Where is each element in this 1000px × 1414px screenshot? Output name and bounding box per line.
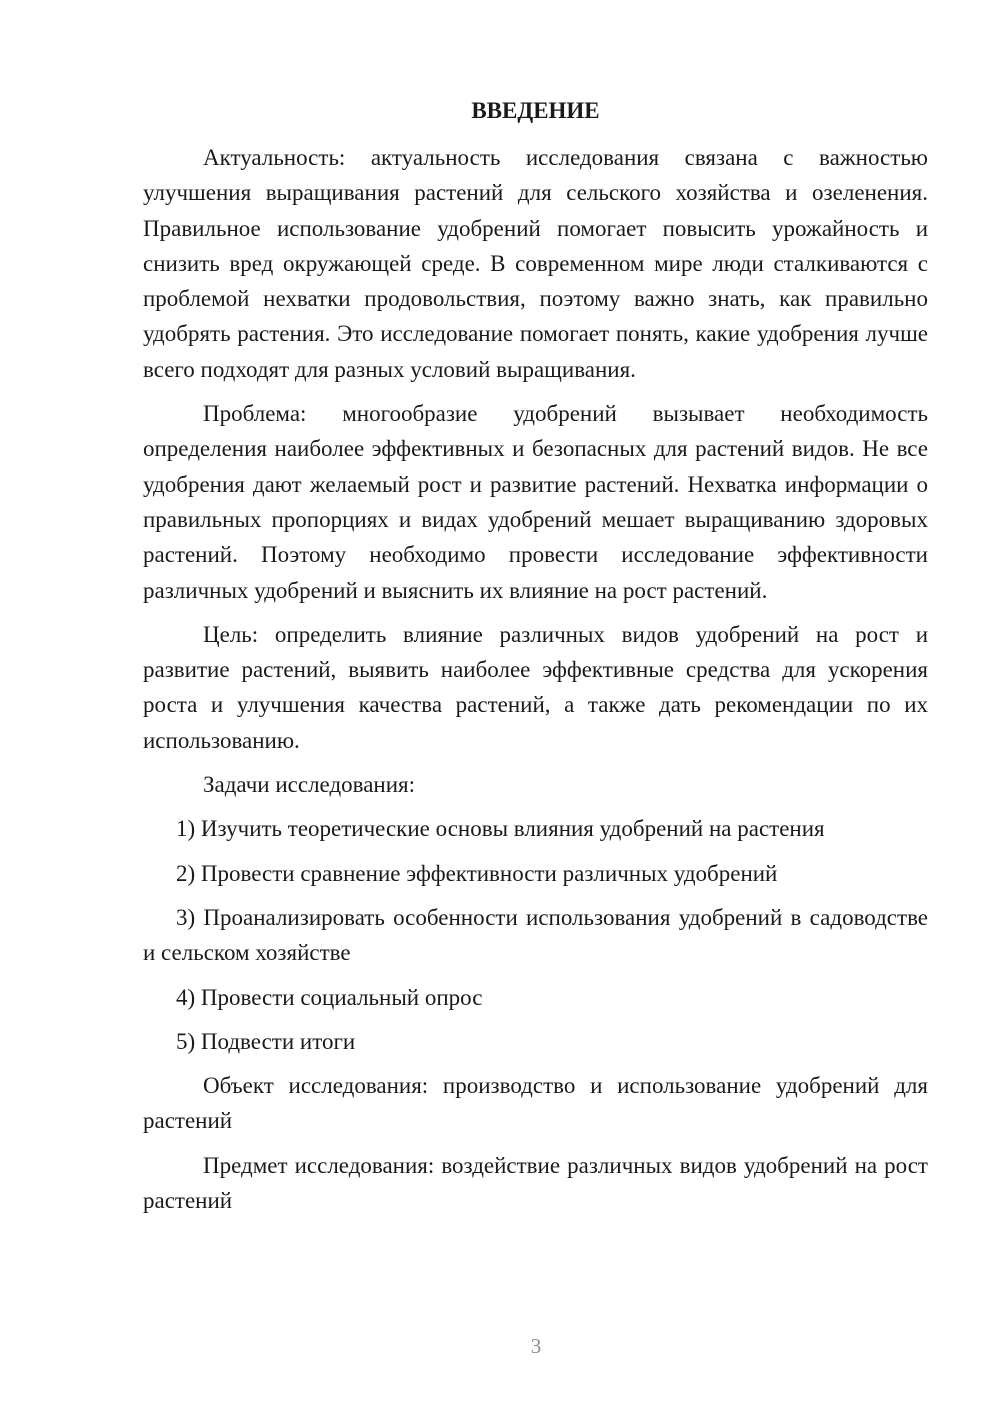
task-item-2: 2) Провести сравнение эффективности различных удобрений bbox=[176, 860, 778, 886]
paragraph-goal: Цель: определить влияние различных видов удобрений на рост и развитие растений, выявить наиболее эффективные средства для ускорения роста и улучшения качества растений, а также дать рекомендации по их использованию. bbox=[143, 621, 928, 753]
paragraph-subject: Предмет исследования: воздействие различных видов удобрений на рост растений bbox=[143, 1152, 928, 1214]
paragraph-relevance: Актуальность: актуальность исследования связана с важностью улучшения выращивания растений для сельского хозяйства и озеленения. Правильное использование удобрений помогает повысить урожайность и снизить вред окружающей среде. В современном мире люди сталкиваются с проблемой нехватки продовольствия, поэтому важно знать, как правильно удобрять растения. Это исследование помогает понять, какие удобрения лучше всего подходят для разных условий выращивания. bbox=[143, 145, 928, 382]
section-heading: ВВЕДЕНИЕ bbox=[471, 98, 600, 123]
page-content bbox=[143, 94, 928, 1227]
paragraph-object: Объект исследования: производство и использование удобрений для растений bbox=[143, 1073, 928, 1134]
paragraph-problem: Проблема: многообразие удобрений вызывает необходимость определения наиболее эффективных и безопасных для растений видов. Не все удобрения дают желаемый рост и развитие растений. Нехватка информации о правильных пропорциях и видах удобрений мешает выращиванию здоровых растений. Поэтому необходимо провести исследование эффективности различных удобрений и выяснить их влияние на рост растений. bbox=[143, 401, 928, 603]
task-item-3: 3) Проанализировать особенности использования удобрений в садоводстве и сельском хозяйстве bbox=[143, 904, 928, 966]
page-number: 3 bbox=[530, 1334, 542, 1358]
task-item-5: 5) Подвести итоги bbox=[176, 1028, 356, 1054]
paragraph-tasks-title: Задачи исследования: bbox=[203, 772, 416, 798]
task-item-1: 1) Изучить теоретические основы влияния удобрений на растения bbox=[176, 816, 825, 842]
task-item-4: 4) Провести социальный опрос bbox=[176, 984, 483, 1010]
